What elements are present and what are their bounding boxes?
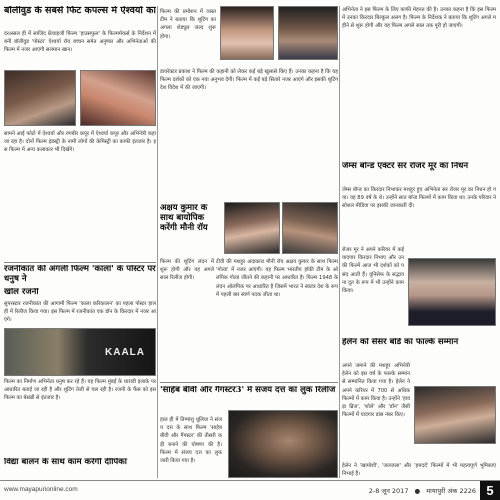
- photo-sanjay-dutt: [228, 410, 338, 478]
- article-kaala-intro: सुपरस्टार रजनीकांत की आगामी फिल्म 'काला करिकालन' का पहला पोस्टर हाल ही में रिलीज किया गया। इस फिल्म में रजनीकांत एक डॉन के किरदार में नजर आएंगे।: [4, 301, 156, 324]
- issue-date: 2-8 जून 2017: [368, 487, 409, 495]
- issue-info: 2-8 जून 2017 ● मायापुरी अंक 2226: [368, 487, 476, 495]
- article-top-body: अभिनेता ने इस फिल्म के लिए काफी मेहनत की है। उनका कहना है कि इस फिल्म में उनका किरदार बिल्कुल अलग है। फिल्म के निर्देशक ने बताया कि शूटिंग अगले महीने से शुरू होगी और यह फिल्म अगले साल तक पूरी हो जाएगी।: [342, 7, 496, 30]
- article-director-body: डायरेक्टर प्रकाश ने फिल्म की कहानी को लेकर कई बड़े खुलासे किए हैं। उनका कहना है कि यह फिल्म दर्शकों को एक नया अनुभव देगी। फिल्म में कई बड़े सितारे नजर आएंगे और इसकी शूटिंग देश विदेश में की जाएगी।: [160, 69, 338, 92]
- photo-actress: [220, 6, 274, 60]
- article-mouni-body: टीवी की मशहूर अदाकारा मौनी रॉय अक्षय कुमार के साथ फिल्म 'गोल्ड' में नजर आएंगी। यह फिल्म भारतीय हॉकी टीम के ओलंपिक गोल्ड जीतने की कहानी पर आधारित है। फिल्म 1948 के लंदन ओलंपिक पर आधारित है जिसमें भारत ने स्वतंत्र देश के रूप में पहली बार स्वर्ण पदक जीता था।: [216, 259, 338, 298]
- photo-roger-moore: [408, 258, 496, 326]
- photo-aishwarya: [80, 70, 156, 126]
- headline-roger-moore: जेम्स बॉन्ड एक्टर सर रोजर मूर का निधन: [342, 162, 469, 171]
- article-sanjay-body: हाल ही में तिग्मांशु धूलिया ने संजय दत्त के साथ फिल्म 'साहेब बीवी और गैंगस्टर' की तीसरी कड़ी बनाने की घोषणा की है। फिल्म में संजय दत्त का लुक जारी किया गया है।: [160, 417, 222, 465]
- headline-sanjay-dutt: 'साहेब बीवी और गैंगस्टर3' में संजय दत्त का लुक रिलीज: [160, 386, 336, 395]
- issue-number: मायापुरी अंक 2226: [426, 487, 476, 495]
- column-right: [342, 6, 496, 478]
- article-mouni-side: फिल्म की शूटिंग लंदन में शुरू होगी और यह अगले साल रिलीज होगी।: [160, 259, 214, 282]
- divider: [4, 262, 156, 263]
- article-helen-end: हेलेन ने 'खामोशी', 'जलजला' और 'हमदर्द' फिल्मों में भी महत्वपूर्ण भूमिकाएं निभाई हैं।: [342, 463, 496, 478]
- column-divider: [339, 6, 340, 478]
- headline-deepika: विद्या बालन के साथ काम करेंगी दीपिका: [4, 458, 127, 467]
- photo-mouni-roy: [224, 202, 280, 254]
- headline-helen: हेलेन को सेंसर बोर्ड का फाल्के सम्मान: [342, 338, 459, 347]
- photo-helen: [414, 386, 496, 444]
- article-helen-body: अपने जमाने की मशहूर अभिनेत्री हेलेन को इस वर्ष के फाल्के सम्मान से सम्मानित किया गया है। हेलेन ने अपने करियर में 700 से अधिक फिल्मों में काम किया है। उन्होंने 'हावड़ा ब्रिज', 'शोले' और 'डॉन' जैसी फिल्मों में यादगार डांस नंबर किए।: [342, 363, 410, 419]
- column-divider: [157, 6, 158, 478]
- photo-kaala-poster: [4, 328, 156, 376]
- photo-akshay-kumar: [282, 202, 338, 254]
- headline-kaala-line2: खोल रजनी: [4, 288, 39, 297]
- article-roger-moore-intro: जेम्स बॉन्ड का किरदार निभाकर मशहूर हुए अभिनेता सर रोजर मूर का निधन हो गया। वह 89 वर्ष के थे। उन्होंने सात बॉन्ड फिल्मों में काम किया था। उनके परिवार ने सोशल मीडिया पर इसकी जानकारी दी।: [342, 187, 496, 210]
- article-aishwarya-intro: दरअसल ही में साजिद फ्रेंचाइजी फिल्म 'हाउसफुल' के फिल्ममेकर्स के निर्देशन में बनी बॉलीवुड 'पोस्टर' ऐश्वर्या रॉय बच्चन समेत अनुष्का और अभिनेताओं की फिल्म में नजर आएंगी सलमान खान।: [4, 31, 156, 54]
- article-kaala-body: फिल्म का निर्माण अभिनेता धनुष कर रहे हैं। यह फिल्म मुंबई के धारावी इलाके पर आधारित बताई जा रही है और शूटिंग तेजी से चल रही है। रजनी के फैंस को इस फिल्म का बेसब्री से इंतजार है।: [4, 379, 156, 402]
- headline-kaala-line1: रजनीकांत की अगली फिल्म 'काला' के पोस्टर पर धनुष ने: [4, 265, 156, 284]
- article-side-note: फिल्म की प्रमोशन में व्यस्त टीम ने बताया कि शूटिंग का अगला शेड्यूल जल्द शुरू होगा।: [160, 9, 216, 40]
- page-number: 5: [480, 481, 500, 500]
- column-left: [4, 6, 156, 478]
- photo-actor: [4, 70, 76, 126]
- column-middle: [160, 6, 338, 478]
- page-footer: [0, 480, 500, 500]
- photo-actor-2: [278, 6, 338, 60]
- kaala-logo-text: KAALA: [105, 347, 145, 358]
- divider: [160, 382, 338, 383]
- article-aishwarya-body: सामने आई फोटो में ऐश्वर्या और रणबीर कपूर में ऐश्वर्या कपूर और अभिनेत्री कहा जा रहा है। दोनों फिल्म इंडस्ट्री के नामी लोगों की केमिस्ट्री का काफी इंतजार है। इस फिल्म में अन्य कलाकार भी दिखेंगे।: [4, 131, 156, 154]
- headline-mouni-roy: अक्षय कुमार के साथ बायोपिक करेंगी मौनी रॉय: [160, 204, 208, 233]
- headline-aishwarya: बॉलीवुड के सबसे फिट कपल्स में ऐश्वर्या का: [4, 6, 156, 16]
- website-url: www.mayapurionline.com: [4, 486, 78, 493]
- article-roger-moore-body: रोजर मूर ने अपने करियर में कई यादगार किरदार निभाए और उनकी फिल्में आज भी दर्शकों को पसंद आती हैं। यूनिसेफ के सद्भावना दूत के रूप में भी उन्होंने काम किया।: [342, 247, 404, 295]
